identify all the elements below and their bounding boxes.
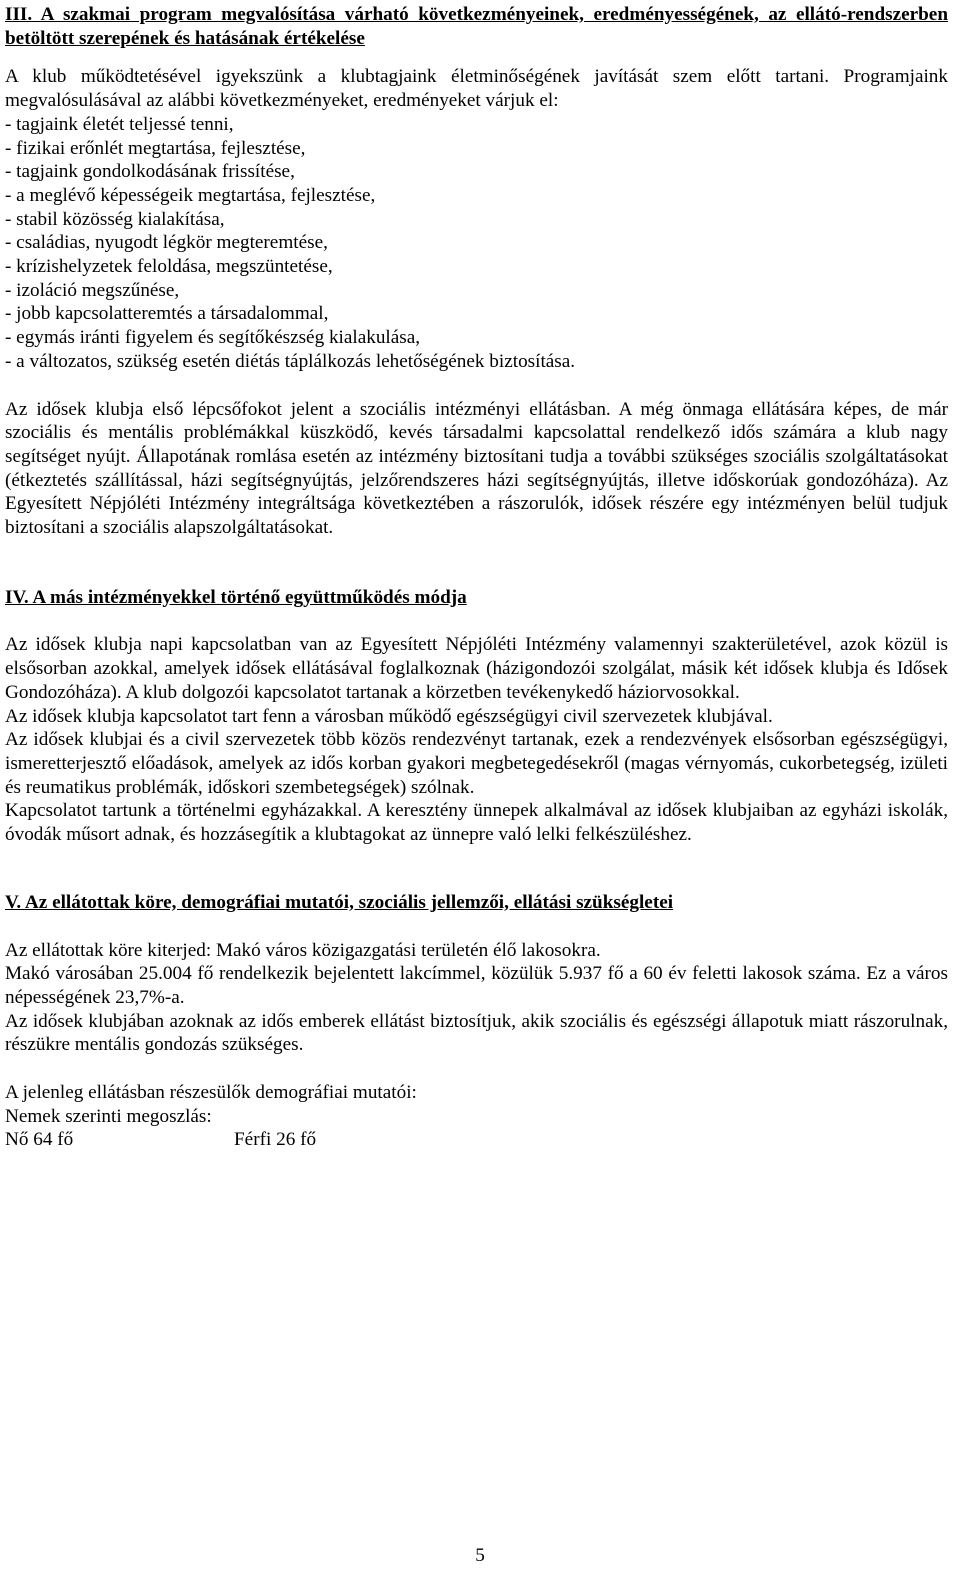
spacer (5, 374, 948, 398)
spacer (5, 915, 948, 939)
expected-results-list (5, 113, 948, 374)
section-3-heading: III. A szakmai program megvalósítása várható következményeinek, eredményességének, az ellátó-rendszerben betöltött szerepének és hatásának értékelése (5, 4, 948, 49)
spacer (5, 847, 948, 891)
section-3-intro: A klub működtetésével igyekszünk a klubtagjaink életminőségének javítását szem előtt tartani. Programjaink megvalósulásával az alábbi következményeket, eredményeket várjuk el: (5, 66, 948, 112)
section-4-paragraph: Kapcsolatot tartunk a történelmi egyházakkal. A keresztény ünnepek alkalmával az idősek klubjaiban az egyházi iskolák, óvodák műsort adnak, és hozzásegítik a klubtagokat az ünnepre való lelki felkészüléshez. (5, 800, 948, 846)
list-item: - egymás iránti figyelem és segítőkészség kialakulása, (5, 327, 421, 349)
gender-label: Nemek szerinti megoszlás: (5, 1105, 212, 1127)
list-item: - fizikai erőnlét megtartása, fejlesztése, (5, 137, 306, 159)
section-3-paragraph: Az idősek klubja első lépcsőfokot jelent a szociális intézményi ellátásban. A még önmaga ellátására képes, de már szociális és mentális problémákkal küszködő, kevés társadalmi kapcsolattal rendelkező idős számára a klub nagy segítséget nyújt. Állapotának romlása esetén az intézmény biztosítani tudja a további szükséges szociális szolgáltatásokat (étkeztetés szállítással, házi segítségnyújtás, jelzőrendszeres házi segítségnyújtás, illetve időskorúak gondozóháza). Az Egyesített Népjóléti Intézmény integráltsága következtében a rászorulók, idősek részére egy intézményen belül tudjuk biztosítani a szociális alapszolgáltatásokat. (5, 398, 948, 539)
list-item: - a változatos, szükség esetén diétás táplálkozás lehetőségének biztosítása. (5, 350, 576, 372)
list-item: - krízishelyzetek feloldása, megszüntetése, (5, 256, 333, 278)
section-5-heading-wrap (5, 891, 948, 915)
list-item: - izoláció megszűnése, (5, 279, 180, 301)
spacer (5, 50, 948, 65)
section-4-paragraph: Az idősek klubja napi kapcsolatban van az Egyesített Népjóléti Intézmény valamennyi szakterületével, azok közül is elsősorban azokkal, amelyek idősek ellátásával foglalkoznak (házigondozói szolgálat, másik két idősek klubja és Idősek Gondozóháza). A klub dolgozói kapcsolatot tartanak a körzetben tevékenykedő háziorvosokkal. (5, 634, 948, 703)
list-item: - családias, nyugodt légkör megteremtése, (5, 232, 328, 254)
male-count: Férfi 26 fő (234, 1129, 317, 1151)
section-4-paragraph: Az idősek klubjai és a civil szervezetek több közös rendezvényt tartanak, ezek a rendezvények elsősorban egészségügyi, ismeretterjesztő előadások, amelyek az idős korban gyakori megbetegedésekről (magas vérnyomás, cukorbetegség, izületi és reumatikus problémák, időskori szembetegségek) szólnak. (5, 729, 948, 798)
section-4-heading: IV. A más intézményekkel történő együttműködés módja (5, 586, 467, 608)
section-5-population: Makó városában 25.004 fő rendelkezik bejelentett lakcímmel, közülük 5.937 fő a 60 év feletti lakosok száma. Ez a város népességének 23,7%-a. (5, 963, 948, 1008)
gender-breakdown (5, 1128, 948, 1152)
spacer (5, 609, 948, 633)
female-count: Nő 64 fő (5, 1129, 74, 1151)
section-5-care: Az idősek klubjában azoknak az idős emberek ellátást biztosítjuk, akik szociális és egészségi állapotuk miatt rászorulnak, részükre mentális gondozás szükséges. (5, 1010, 948, 1056)
list-item: - tagjaink gondolkodásának frissítése, (5, 161, 295, 183)
document-page (5, 3, 948, 1152)
section-5-heading: V. Az ellátottak köre, demográfiai mutatói, szociális jellemzői, ellátási szükségletei (5, 891, 674, 913)
spacer (5, 540, 948, 586)
section-4-paragraph: Az idősek klubja kapcsolatot tart fenn a városban működő egészségügyi civil szervezetek klubjával. (5, 705, 773, 727)
section-4-heading-wrap (5, 586, 948, 610)
list-item: - tagjaink életét teljessé tenni, (5, 113, 234, 135)
page-number: 5 (475, 1545, 485, 1566)
demographics-label: A jelenleg ellátásban részesülők demográfiai mutatói: (5, 1082, 417, 1104)
list-item: - jobb kapcsolatteremtés a társadalommal, (5, 303, 329, 325)
list-item: - a meglévő képességeik megtartása, fejlesztése, (5, 184, 376, 206)
section-5-scope: Az ellátottak köre kiterjed: Makó város közigazgatási területén élő lakosokra. (5, 939, 601, 961)
list-item: - stabil közösség kialakítása, (5, 208, 225, 230)
spacer (5, 1057, 948, 1081)
